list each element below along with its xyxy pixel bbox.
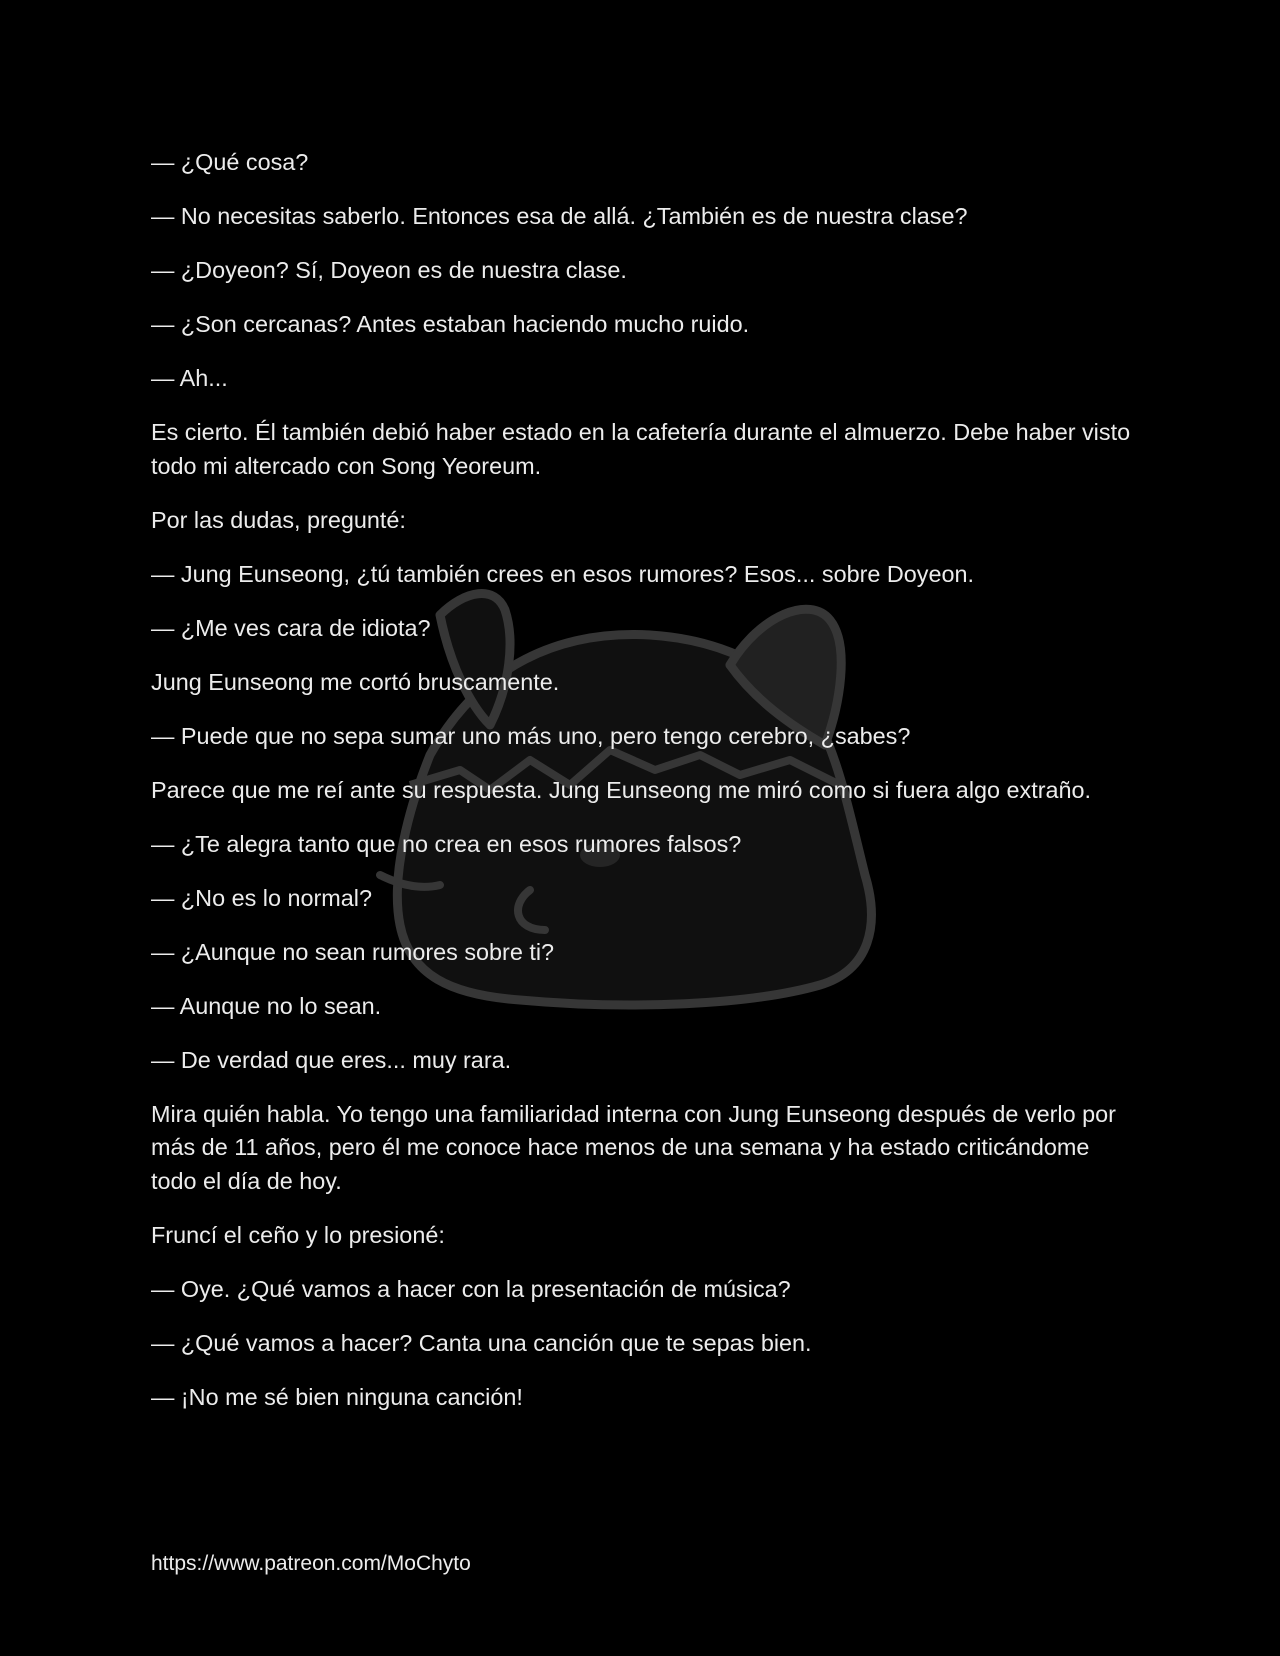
paragraph: — ¡No me sé bien ninguna canción! (151, 1383, 523, 1410)
paragraph: — Aunque no lo sean. (151, 992, 382, 1019)
paragraph: — ¿Me ves cara de idiota? (151, 614, 431, 641)
paragraph: Mira quién habla. Yo tengo una familiaridad interna con Jung Eunseong después de verlo por más de 11 años, pero él me conoce hace menos de una semana y ha estado criticándome todo el día de hoy. (151, 1100, 1116, 1194)
paragraph: — De verdad que eres... muy rara. (151, 1046, 512, 1073)
paragraph: Parece que me reí ante su respuesta. Jung Eunseong me miró como si fuera algo extraño. (151, 776, 1092, 803)
paragraph: — Ah... (151, 365, 228, 391)
paragraph: — ¿No es lo normal? (151, 884, 372, 911)
paragraph: — No necesitas saberlo. Entonces esa de allá. ¿También es de nuestra clase? (151, 203, 968, 229)
paragraph: — ¿Aunque no sean rumores sobre ti? (151, 938, 555, 965)
paragraph: — Jung Eunseong, ¿tú también crees en esos rumores? Esos... sobre Doyeon. (151, 560, 975, 587)
paragraph: — Oye. ¿Qué vamos a hacer con la presentación de música? (151, 1275, 791, 1302)
patreon-link[interactable]: https://www.patreon.com/MoChyto (151, 1552, 471, 1575)
paragraph: — ¿Te alegra tanto que no crea en esos rumores falsos? (151, 830, 742, 857)
paragraph: Jung Eunseong me cortó bruscamente. (151, 668, 560, 695)
text-column (151, 146, 1131, 1435)
paragraph: — ¿Son cercanas? Antes estaban haciendo mucho ruido. (151, 311, 750, 337)
paragraph: Fruncí el ceño y lo presioné: (151, 1221, 445, 1248)
paragraph: Por las dudas, pregunté: (151, 506, 406, 533)
paragraph: — ¿Doyeon? Sí, Doyeon es de nuestra clase. (151, 257, 627, 283)
paragraph: — Puede que no sepa sumar uno más uno, pero tengo cerebro, ¿sabes? (151, 722, 911, 749)
paragraph: — ¿Qué vamos a hacer? Canta una canción que te sepas bien. (151, 1329, 812, 1356)
paragraph: — ¿Qué cosa? (151, 149, 309, 175)
paragraph: Es cierto. Él también debió haber estado en la cafetería durante el almuerzo. Debe haber visto todo mi altercado con Song Yeoreum. (151, 419, 1131, 479)
